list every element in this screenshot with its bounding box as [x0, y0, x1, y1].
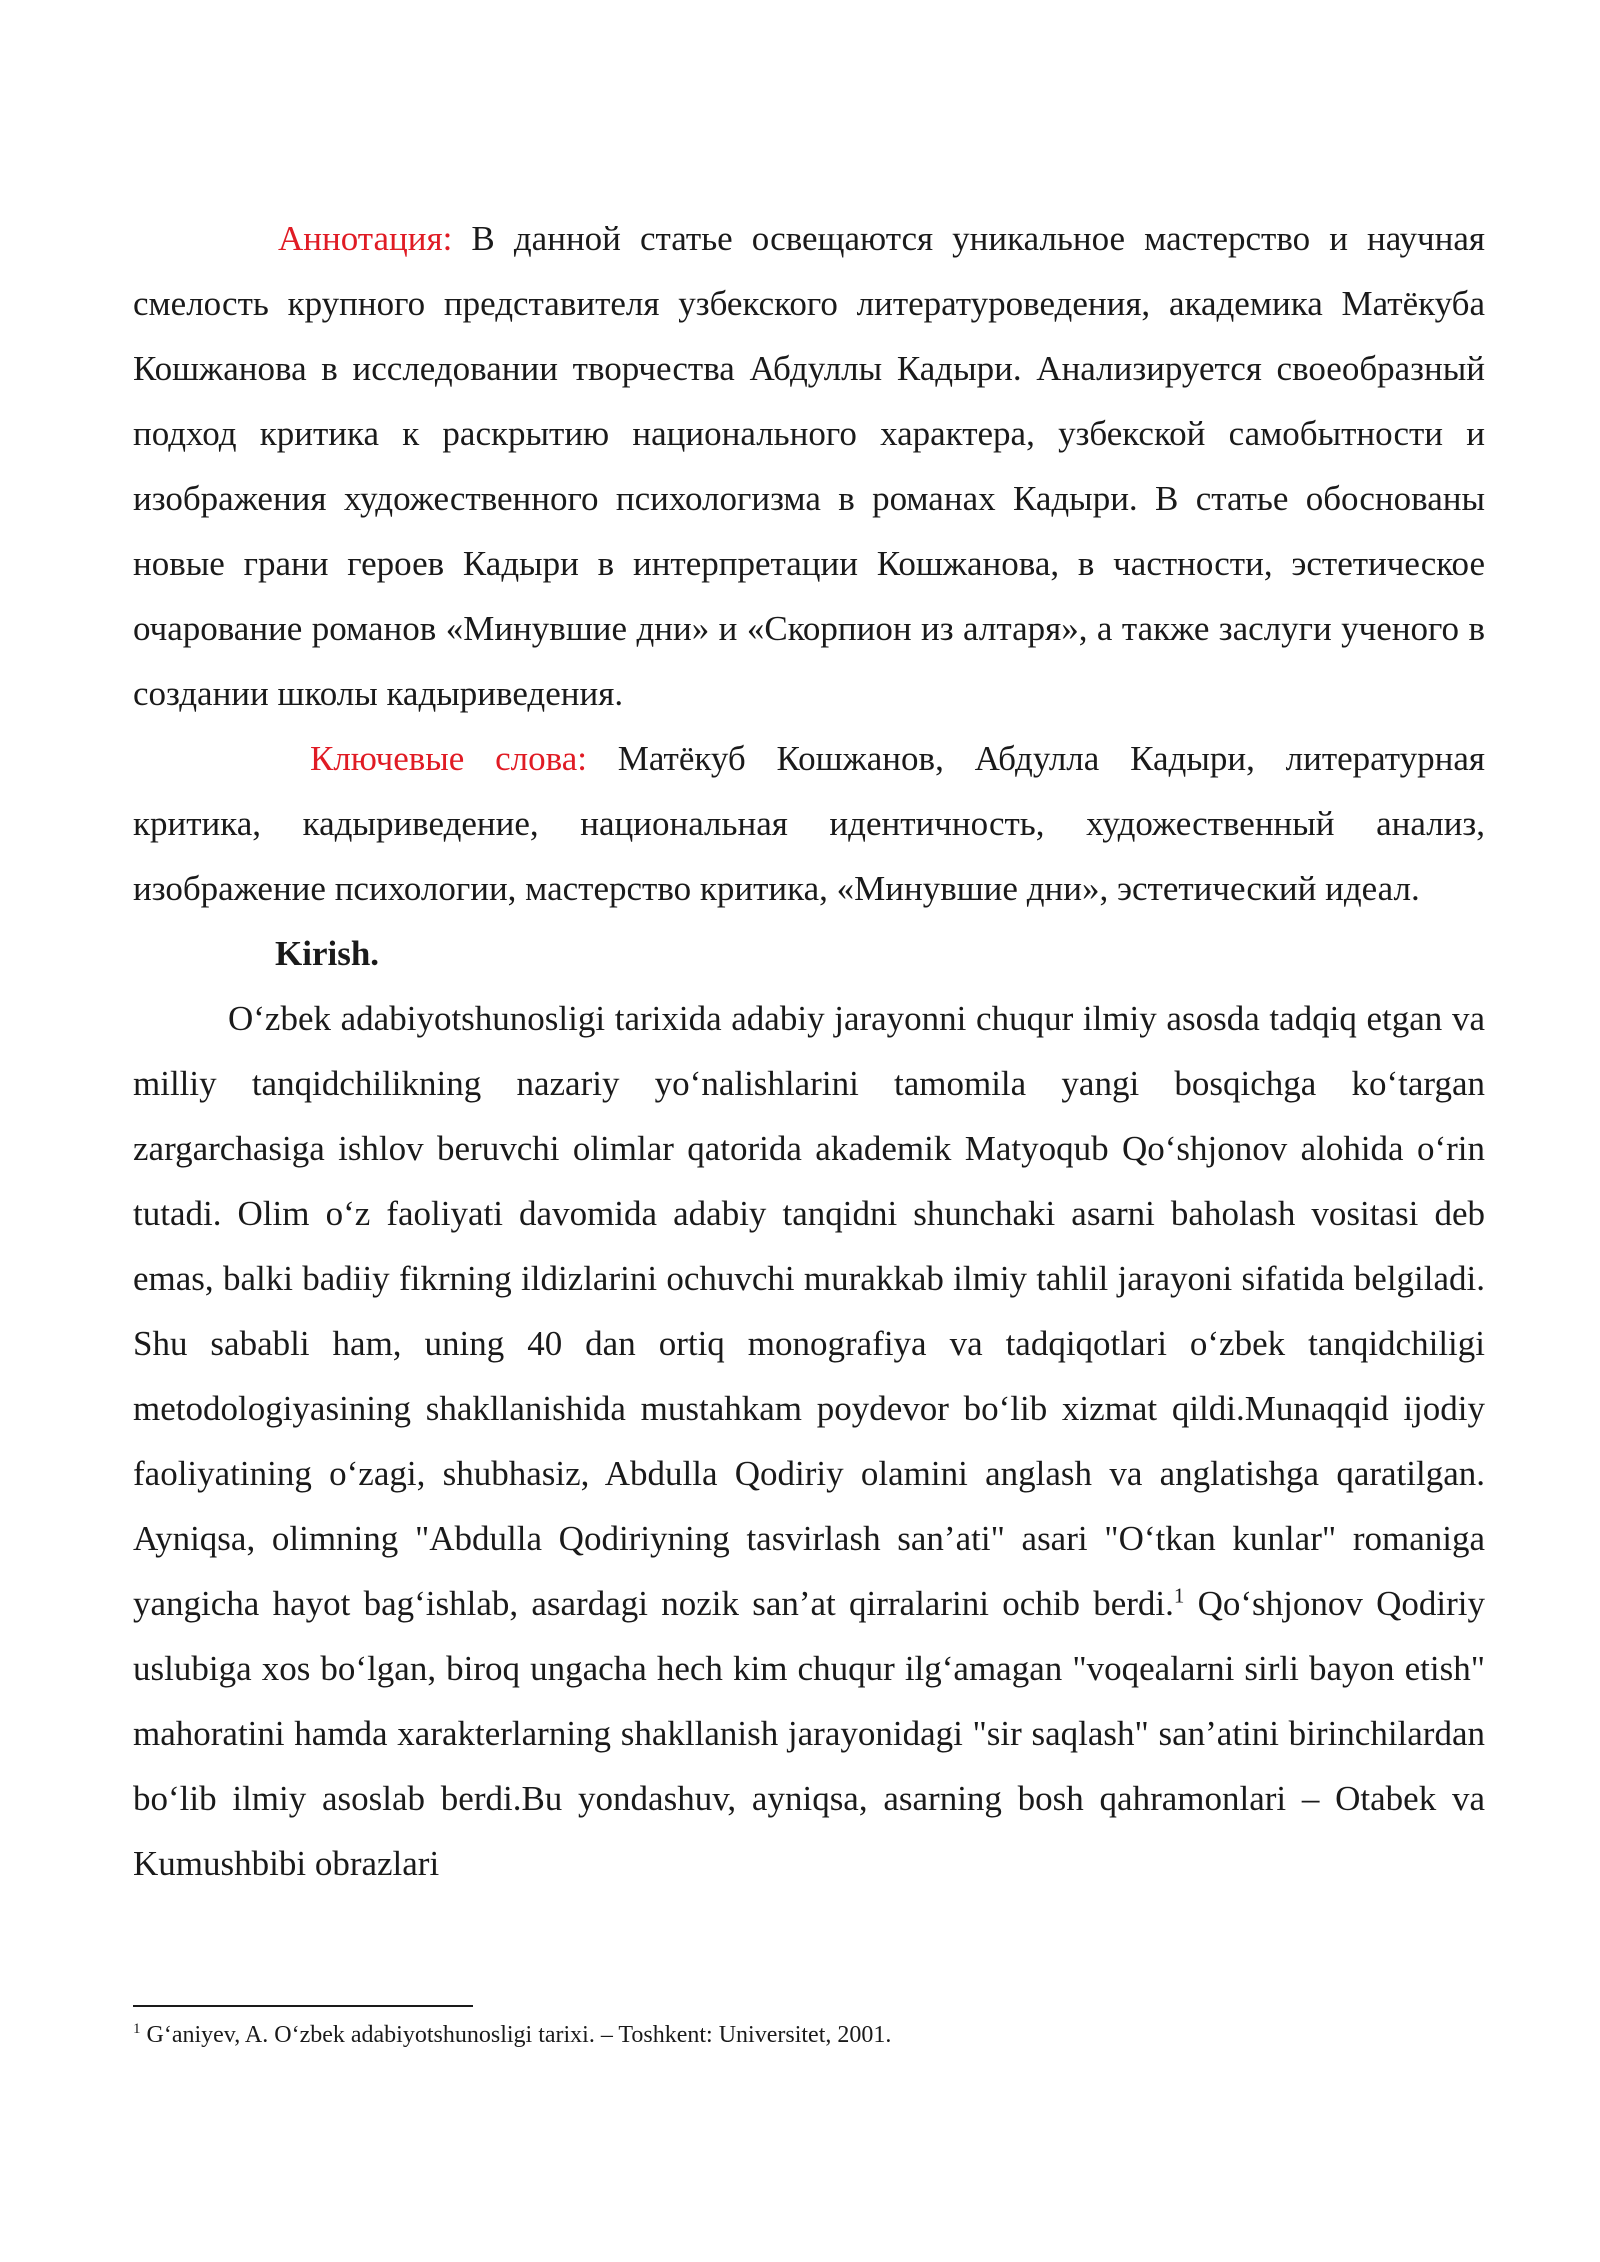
annotation-label: Аннотация: [278, 219, 453, 258]
body-text-part-1: O‘zbek adabiyotshunosligi tarixida adabiy jarayonni chuqur ilmiy asosda tadqiq etgan va milliy tanqidchilikning nazariy yo‘nalishlarini tamomila yangi bosqichga ko‘targan zargarchasiga ishlov beruvchi olimlar qatorida akademik Matyoqub Qo‘shjonov alohida o‘rin tutadi. Olim o‘z faoliyati davomida adabiy tanqidni shunchaki asarni baholash vositasi deb emas, balki badiiy fikrning ildizlarini ochuvchi murakkab ilmiy tahlil jarayoni sifatida belgiladi. Shu sababli ham, uning 40 dan ortiq monografiya va tadqiqotlari o‘zbek tanqidchiligi metodologiyasining shakllanishida mustahkam poydevor bo‘lib xizmat qildi.Munaqqid ijodiy faoliyatining o‘zagi, shubhasiz, Abdulla Qodiriy olamini anglash va anglatishga qaratilgan. Ayniqsa, olimning "Abdulla Qodiriyning tasvirlash san’ati" asari "O‘tkan kunlar" romaniga yangicha hayot bag‘ishlab, asardagi nozik san’at qirralarini ochib berdi. [133, 999, 1485, 1623]
footnote-number: 1 [133, 2021, 141, 2037]
section-heading: Kirish. [275, 934, 380, 973]
keywords-text: Матёкуб Кошжанов, Абдулла Кадыри, литературная критика, кадыриведение, национальная идентичность, художественный анализ, изображение психологии, мастерство критика, «Минувшие дни», эстетический идеал. [133, 739, 1485, 908]
body-paragraph [133, 986, 1485, 1896]
body-text-part-2: Qo‘shjonov Qodiriy uslubiga xos bo‘lgan, biroq ungacha hech kim chuqur ilg‘amagan "voqealarni sirli bayon etish" mahoratini hamda xarakterlarning shakllanish jarayonidagi "sir saqlash" san’atini birinchilardan bo‘lib ilmiy asoslab berdi.Bu yondashuv, ayniqsa, asarning bosh qahramonlari – Otabek va Kumushbibi obrazlari [133, 1584, 1485, 1883]
main-text [133, 206, 1485, 1896]
footnote-separator [133, 2005, 473, 2007]
keywords-label: Ключевые слова: [310, 739, 587, 778]
footnote-text: G‘aniyev, A. O‘zbek adabiyotshunosligi tarixi. – Toshkent: Universitet, 2001. [140, 2022, 892, 2048]
keywords-paragraph [133, 726, 1485, 921]
footnote-reference[interactable]: 1 [1173, 1583, 1185, 1608]
footnote [133, 2017, 1485, 2053]
annotation-paragraph [133, 206, 1485, 726]
annotation-text: В данной статье освещаются уникальное мастерство и научная смелость крупного представителя узбекского литературоведения, академика Матёкуба Кошжанова в исследовании творчества Абдуллы Кадыри. Анализируется своеобразный подход критика к раскрытию национального характера, узбекской самобытности и изображения художественного психологизма в романах Кадыри. В статье обоснованы новые грани героев Кадыри в интерпретации Кошжанова, в частности, эстетическое очарование романов «Минувшие дни» и «Скорпион из алтаря», а также заслуги ученого в создании школы кадыриведения. [133, 219, 1485, 713]
